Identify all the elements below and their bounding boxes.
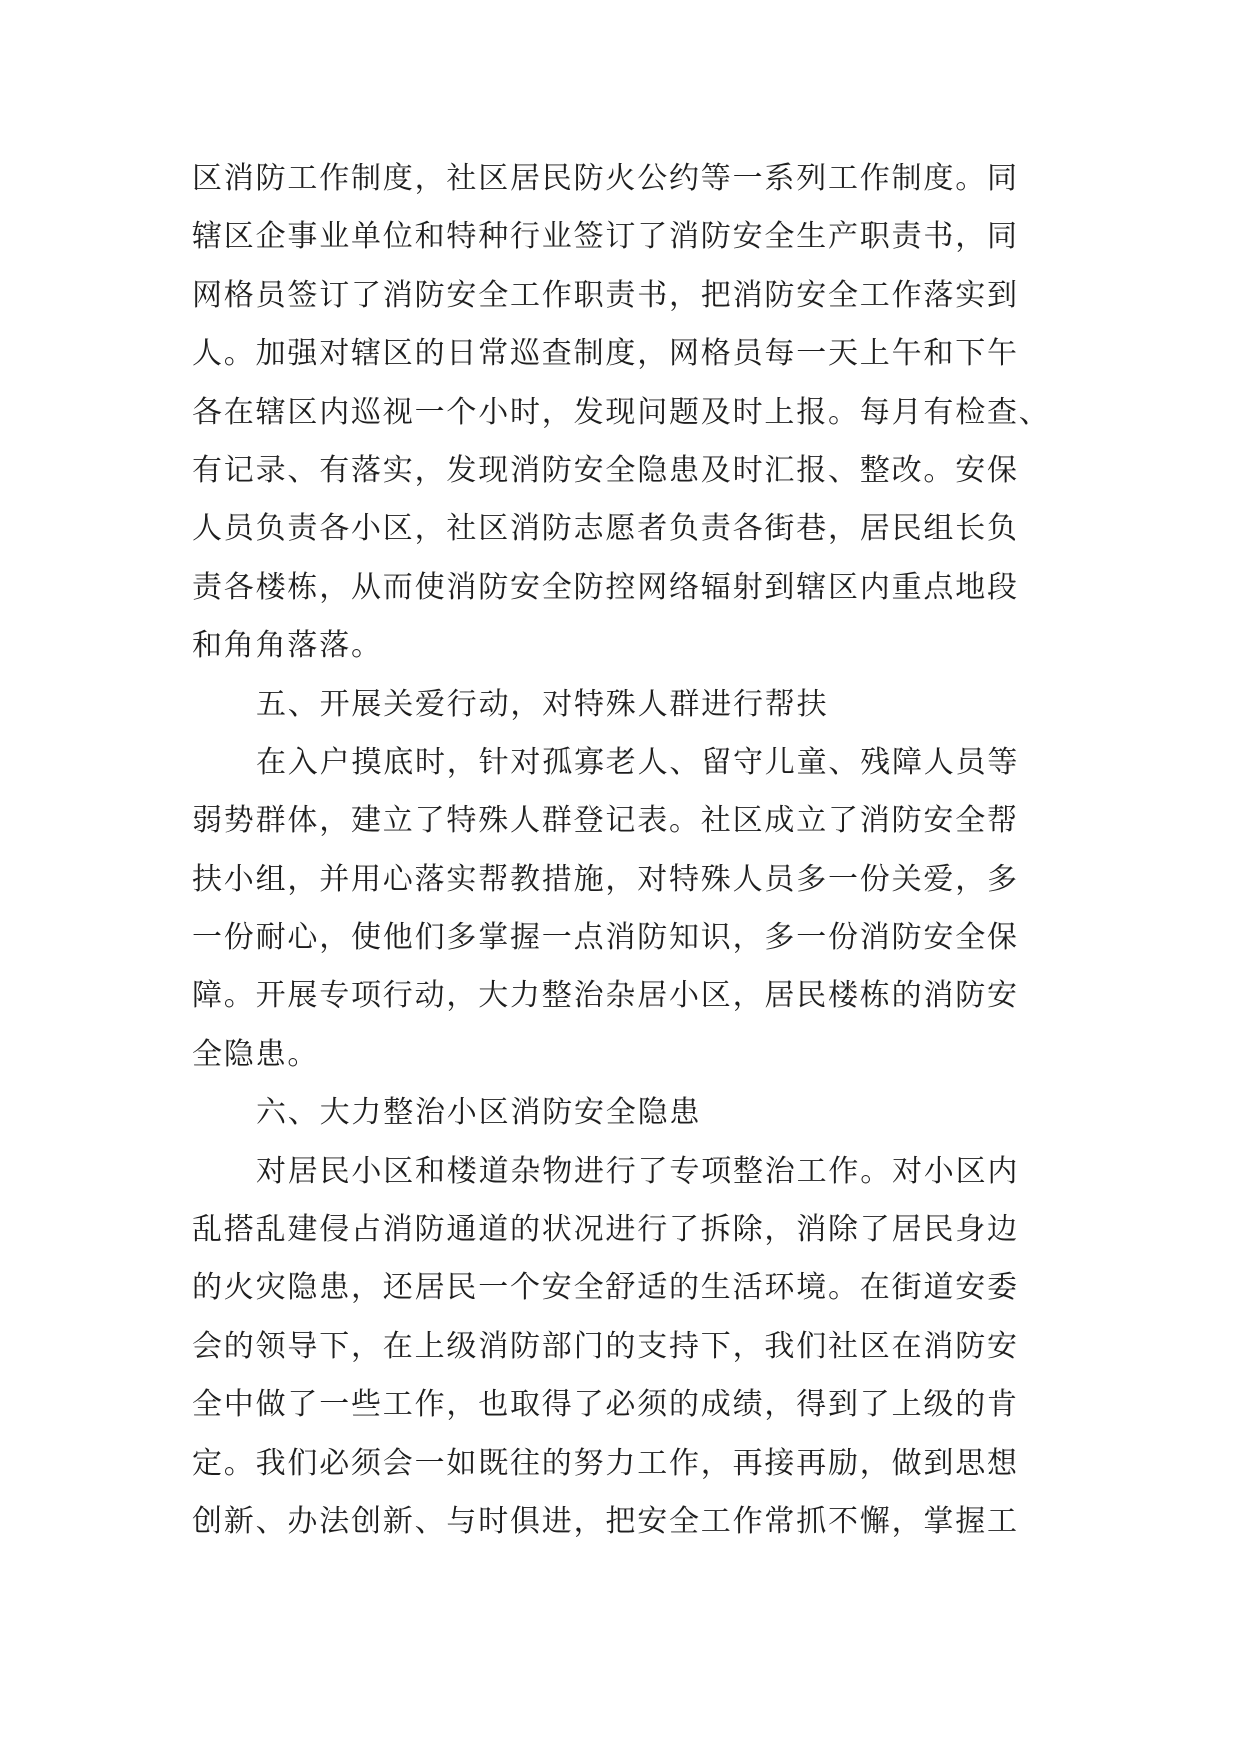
body-text-line: 在入户摸底时，针对孤寡老人、留守儿童、残障人员等 [256, 744, 1020, 780]
document-body [192, 150, 1054, 1551]
body-text-line: 定。我们必须会一如既往的努力工作，再接再励，做到思想 [192, 1445, 1019, 1481]
body-text-line: 全中做了一些工作，也取得了必须的成绩，得到了上级的肯 [192, 1387, 1019, 1423]
body-text-line: 区消防工作制度，社区居民防火公约等一系列工作制度。同 [192, 161, 1019, 196]
body-text-line: 网格员签订了消防安全工作职责书，把消防安全工作落实到 [192, 277, 1019, 313]
section-heading-6: 六、大力整治小区消防安全隐患 [256, 1095, 702, 1131]
body-text-line: 各在辖区内巡视一个小时，发现问题及时上报。每月有检查、 [192, 394, 1051, 430]
body-text-line: 人员负责各小区，社区消防志愿者负责各街巷，居民组长负 [192, 511, 1019, 547]
body-text-line: 创新、办法创新、与时俱进，把安全工作常抓不懈，掌握工 [192, 1503, 1019, 1539]
body-text-line: 人。加强对辖区的日常巡查制度，网格员每一天上午和下午 [192, 336, 1019, 372]
section-heading-5: 五、开展关爱行动，对特殊人群进行帮扶 [256, 686, 829, 722]
body-text-line: 责各楼栋，从而使消防安全防控网络辐射到辖区内重点地段 [192, 569, 1019, 605]
body-text-line: 有记录、有落实，发现消防安全隐患及时汇报、整改。安保 [192, 452, 1019, 488]
body-text-line: 会的领导下，在上级消防部门的支持下，我们社区在消防安 [192, 1328, 1019, 1364]
body-text-line: 的火灾隐患，还居民一个安全舒适的生活环境。在街道安委 [192, 1270, 1019, 1306]
body-text-line: 全隐患。 [192, 1036, 320, 1072]
body-text-line: 弱势群体，建立了特殊人群登记表。社区成立了消防安全帮 [192, 803, 1019, 839]
body-text-line: 障。开展专项行动，大力整治杂居小区，居民楼栋的消防安 [192, 978, 1019, 1014]
body-text-line: 辖区企事业单位和特种行业签订了消防安全生产职责书，同 [192, 219, 1019, 255]
body-text-line: 乱搭乱建侵占消防通道的状况进行了拆除，消除了居民身边 [192, 1212, 1019, 1248]
body-text-line: 一份耐心，使他们多掌握一点消防知识，多一份消防安全保 [192, 920, 1019, 956]
body-text-line: 扶小组，并用心落实帮教措施，对特殊人员多一份关爱，多 [192, 861, 1019, 897]
body-text-line: 对居民小区和楼道杂物进行了专项整治工作。对小区内 [256, 1153, 1020, 1189]
body-text-line: 和角角落落。 [192, 628, 383, 664]
